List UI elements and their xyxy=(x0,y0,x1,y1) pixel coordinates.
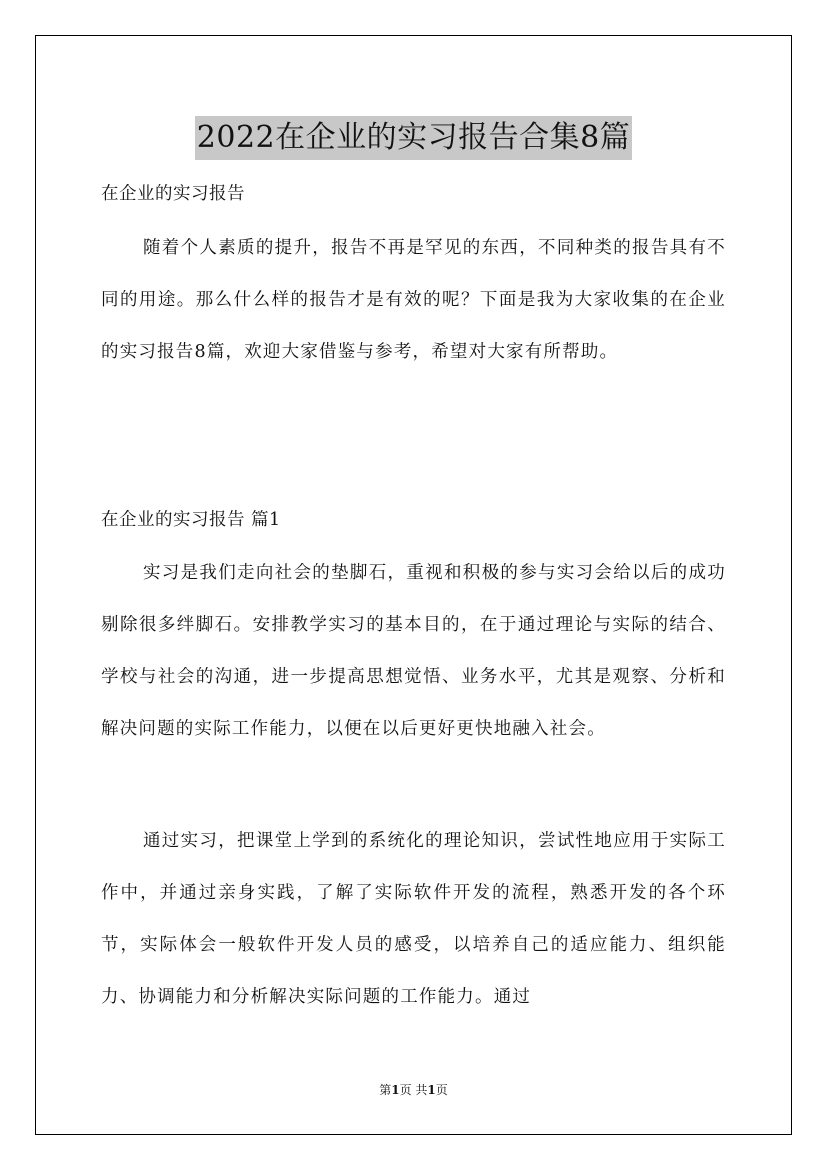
intro-paragraph: 随着个人素质的提升，报告不再是罕见的东西，不同种类的报告具有不同的用途。那么什么样的报告才是有效的呢？下面是我为大家收集的在企业的实习报告8篇，欢迎大家借鉴与参考，希望对大家有所帮助。 xyxy=(101,238,726,362)
footer-page-total: 1 xyxy=(427,1083,436,1097)
section1-heading: 在企业的实习报告 篇1 xyxy=(101,510,281,530)
footer-prefix: 第 xyxy=(379,1083,392,1097)
document-title: 2022在企业的实习报告合集8篇 xyxy=(195,116,632,160)
intro-heading: 在企业的实习报告 xyxy=(101,184,245,204)
page-footer xyxy=(0,1082,827,1098)
footer-suffix: 页 xyxy=(435,1083,448,1097)
section1-paragraph-2: 通过实习，把课堂上学到的系统化的理论知识，尝试性地应用于实际工作中，并通过亲身实践，了解了实际软件开发的流程，熟悉开发的各个环节，实际体会一般软件开发人员的感受，以培养自己的适应能力、组织能力、协调能力和分析解决实际问题的工作能力。通过 xyxy=(101,831,726,1007)
title-container xyxy=(0,96,827,180)
section1-paragraph-1: 实习是我们走向社会的垫脚石，重视和积极的参与实习会给以后的成功剔除很多绊脚石。安排教学实习的基本目的，在于通过理论与实际的结合、学校与社会的沟通，进一步提高思想觉悟、业务水平，尤其是观察、分析和解决问题的实际工作能力，以便在以后更好更快地融入社会。 xyxy=(101,563,726,739)
footer-mid: 页 共 xyxy=(399,1083,428,1097)
footer-page-current: 1 xyxy=(391,1083,400,1097)
